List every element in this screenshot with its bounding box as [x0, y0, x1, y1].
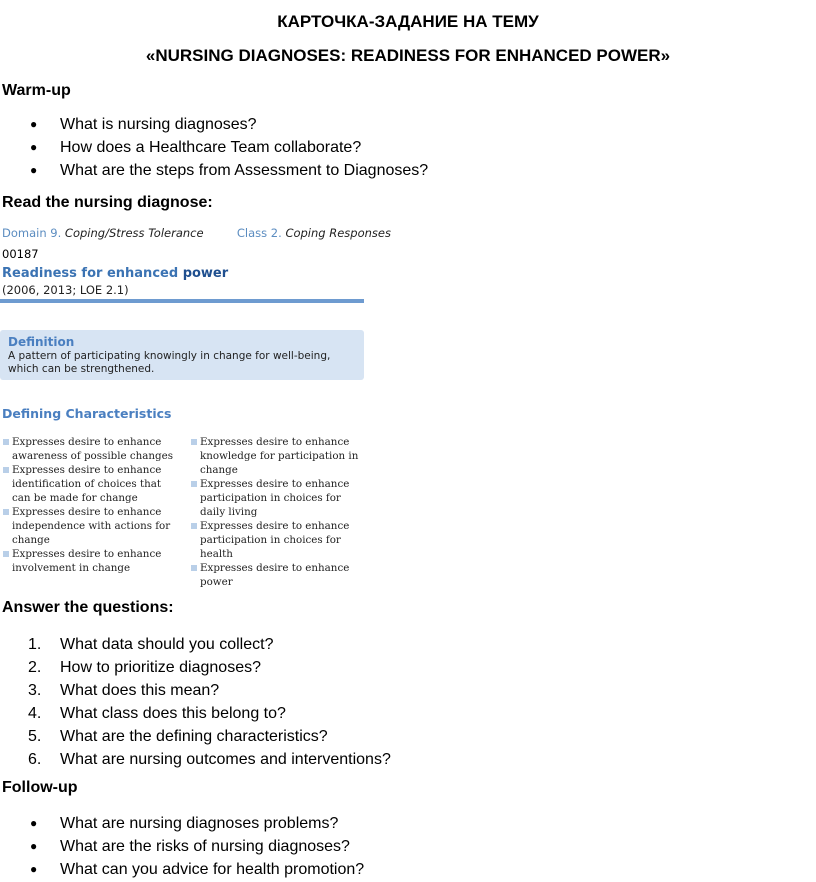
list-item: Expresses desire to enhance knowledge for participation in change — [190, 435, 366, 477]
list-item: Expresses desire to enhance participation in choices for daily living — [190, 477, 366, 519]
bullet-icon: ● — [30, 816, 38, 830]
list-item: 4. What class does this belong to? — [28, 705, 286, 722]
list-item: ● What are nursing diagnoses problems? — [0, 812, 364, 835]
followup-heading: Follow-up — [2, 779, 78, 796]
list-item: Expresses desire to enhance independence with actions for change — [2, 505, 174, 547]
characteristics-title: Defining Characteristics — [2, 406, 172, 421]
title-line-2: «NURSING DIAGNOSES: READINESS FOR ENHANCED POWER» — [145, 46, 671, 65]
list-item: 3. What does this mean? — [28, 682, 220, 699]
bullet-icon: ● — [30, 862, 38, 876]
definition-box — [0, 330, 364, 380]
list-item: ● How does a Healthcare Team collaborate? — [0, 136, 428, 159]
list-item: Expresses desire to enhance identification of choices that can be made for change — [2, 463, 174, 505]
list-item: 1. What data should you collect? — [28, 636, 274, 653]
list-item: 5. What are the defining characteristics? — [28, 728, 328, 745]
diagnosis-excerpt — [0, 222, 391, 588]
read-heading: Read the nursing diagnose: — [2, 194, 213, 211]
title-line-1: КАРТОЧКА-ЗАДАНИЕ НА ТЕМУ — [277, 12, 539, 31]
list-item: ● What are the steps from Assessment to Diagnoses? — [0, 159, 428, 182]
diagnosis-code: 00187 — [2, 247, 39, 261]
list-item: ● What can you advice for health promotion? — [0, 858, 364, 881]
answer-list — [0, 633, 391, 771]
bullet-icon: ● — [30, 839, 38, 853]
warmup-heading: Warm-up — [2, 82, 71, 99]
domain-class-row — [2, 226, 391, 240]
class-label: Class 2. — [236, 226, 282, 240]
characteristics-column-2 — [190, 435, 366, 589]
list-item: Expresses desire to enhance participation in choices for health — [190, 519, 366, 561]
list-item: 2. How to prioritize diagnoses? — [28, 659, 261, 676]
bullet-icon: ● — [30, 117, 38, 131]
definition-title: Definition — [8, 335, 75, 349]
list-item: Expresses desire to enhance awareness of possible changes — [2, 435, 174, 463]
characteristics-column-1 — [2, 435, 174, 575]
list-item: ● What is nursing diagnoses? — [0, 113, 428, 136]
list-item: Expresses desire to enhance power — [190, 561, 366, 589]
list-item: 6. What are nursing outcomes and interventions? — [28, 751, 391, 768]
domain-name: Coping/Stress Tolerance — [64, 226, 204, 240]
answer-heading: Answer the questions: — [2, 599, 174, 616]
bullet-icon: ● — [30, 140, 38, 154]
definition-text: A pattern of participating knowingly in change for well-being, which can be strengthened. — [8, 350, 331, 375]
followup-list — [0, 812, 364, 881]
list-item: ● What are the risks of nursing diagnoses? — [0, 835, 364, 858]
domain-label: Domain 9. — [2, 226, 62, 240]
diagnosis-title: Readiness for enhanced power — [2, 266, 229, 281]
list-item: Expresses desire to enhance involvement in change — [2, 547, 174, 575]
diagnosis-year: (2006, 2013; LOE 2.1) — [2, 283, 129, 297]
class-name: Coping Responses — [285, 226, 391, 240]
divider — [0, 299, 364, 303]
warmup-list — [0, 113, 428, 182]
bullet-icon: ● — [30, 163, 38, 177]
